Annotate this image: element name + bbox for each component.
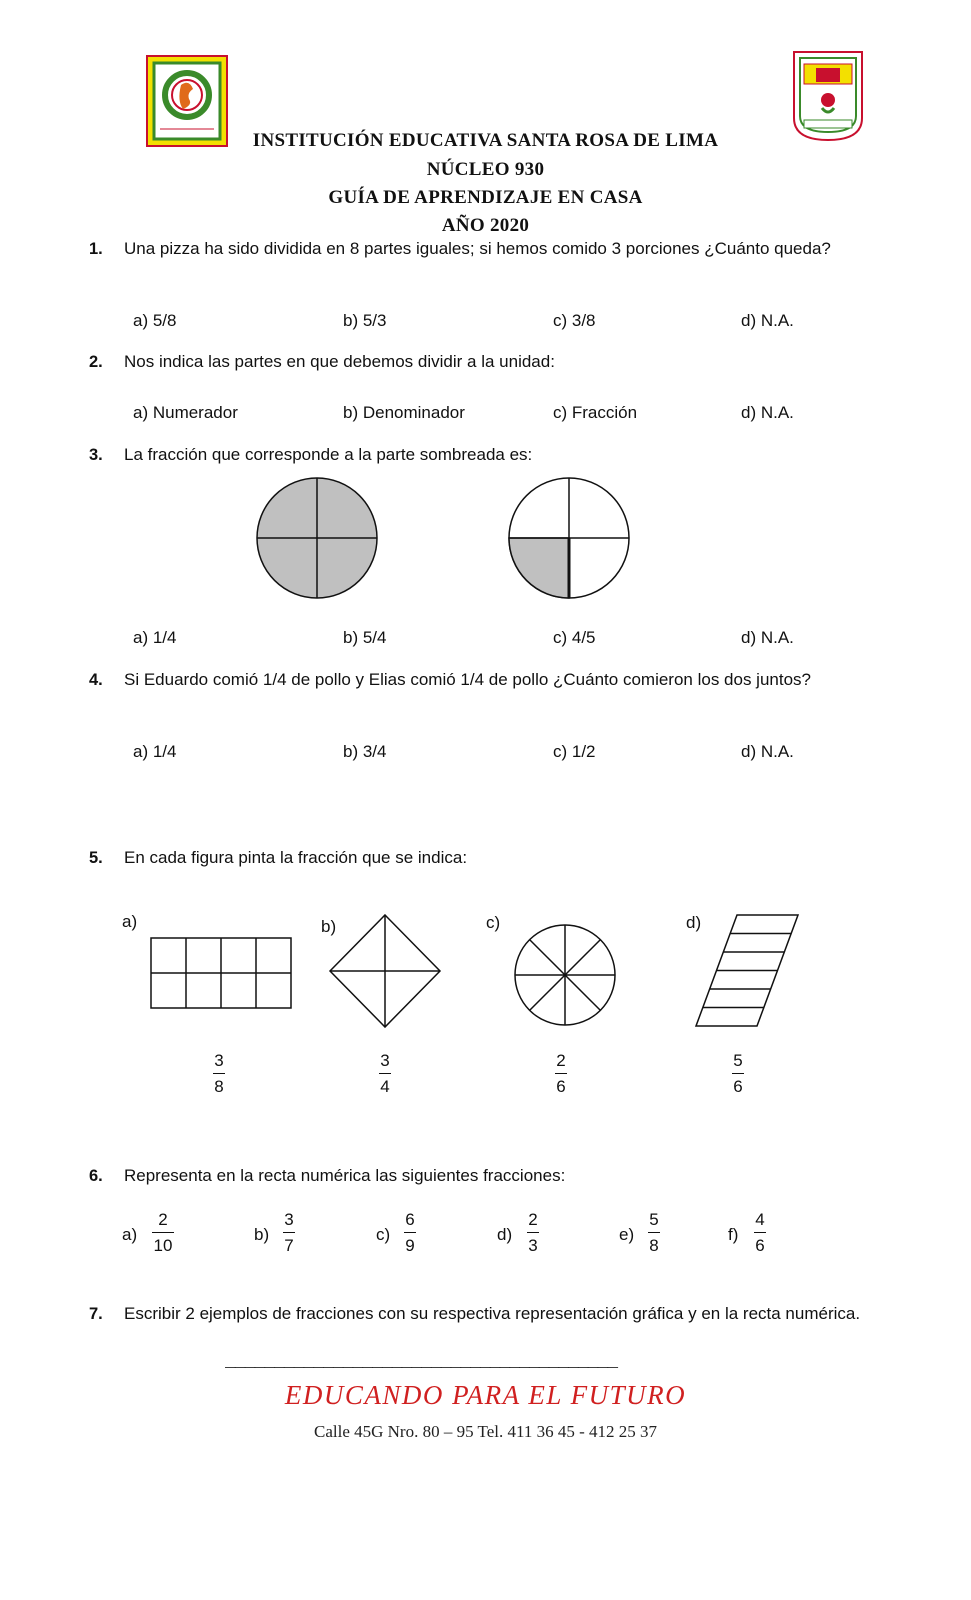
- fraction-figures: [140, 905, 820, 1035]
- figure-label-d: d): [686, 913, 702, 932]
- question-text: Si Eduardo comió 1/4 de pollo y Elias comió 1/4 de pollo ¿Cuánto comieron los dos juntos?: [124, 670, 811, 689]
- fraction-c: 6 9: [405, 1210, 415, 1255]
- option-a: a) 1/4: [133, 742, 177, 761]
- figure-fraction-a: 3 8: [214, 1051, 224, 1096]
- figure-fraction-c: 2 6: [556, 1051, 566, 1096]
- fraction-a: 2 10: [153, 1210, 173, 1255]
- option-c: c) Fracción: [553, 403, 638, 422]
- fraction-label-c: c): [376, 1225, 391, 1244]
- guide-title: GUÍA DE APRENDIZAJE EN CASA: [328, 187, 643, 208]
- option-d: d) N.A.: [741, 742, 794, 761]
- option-b: b) 5/3: [343, 311, 387, 330]
- option-d: d) N.A.: [741, 311, 794, 330]
- option-b: b) 3/4: [343, 742, 387, 761]
- nucleus-title: NÚCLEO 930: [426, 159, 545, 180]
- school-crest-right: [792, 50, 864, 142]
- diamond-figure: [330, 915, 440, 1027]
- option-b: b) 5/4: [343, 628, 387, 647]
- figure-fraction-d: 5 6: [733, 1051, 743, 1096]
- option-a: a) Numerador: [133, 403, 238, 422]
- year-title: AÑO 2020: [441, 215, 530, 236]
- option-d: d) N.A.: [741, 628, 794, 647]
- option-a: a) 5/8: [133, 311, 177, 330]
- question-text: La fracción que corresponde a la parte sombreada es:: [124, 445, 533, 464]
- institution-title: INSTITUCIÓN EDUCATIVA SANTA ROSA DE LIMA: [252, 130, 719, 151]
- question-text: En cada figura pinta la fracción que se indica:: [124, 848, 468, 867]
- parallelogram-figure: [696, 915, 798, 1026]
- fraction-f: 4 6: [755, 1210, 765, 1255]
- option-b: b) Denominador: [343, 403, 465, 422]
- fraction-e: 5 8: [649, 1210, 659, 1255]
- option-c: c) 1/2: [553, 742, 596, 761]
- fraction-b: 3 7: [284, 1210, 294, 1255]
- option-d: d) N.A.: [741, 403, 794, 422]
- fraction-label-e: e): [619, 1225, 635, 1244]
- figure-label-c: c): [486, 913, 501, 932]
- footer-address: Calle 45G Nro. 80 – 95 Tel. 411 36 45 - 412 25 37: [313, 1422, 658, 1441]
- option-a: a) 1/4: [133, 628, 177, 647]
- eight-part-circle-figure: [515, 925, 615, 1025]
- option-c: c) 3/8: [553, 311, 596, 330]
- fraction-label-f: f): [728, 1225, 739, 1244]
- grid-rectangle-figure: [151, 938, 291, 1008]
- question-text: Nos indica las partes en que debemos dividir a la unidad:: [124, 352, 555, 371]
- fraction-label-a: a): [122, 1225, 138, 1244]
- footer-divider: ________________________________________: [225, 1352, 618, 1372]
- figure-label-b: b): [321, 917, 337, 936]
- figure-label-a: a): [122, 912, 138, 931]
- fraction-d: 2 3: [528, 1210, 538, 1255]
- fraction-label-b: b): [254, 1225, 270, 1244]
- question-number: 6.: [89, 1167, 103, 1185]
- footer-motto: EDUCANDO PARA EL FUTURO: [284, 1380, 687, 1410]
- option-c: c) 4/5: [553, 628, 596, 647]
- question-number: 7.: [89, 1305, 103, 1323]
- fraction-label-d: d): [497, 1225, 513, 1244]
- question-number: 3.: [89, 446, 103, 464]
- shaded-circle-figures: [240, 470, 640, 605]
- question-number: 2.: [89, 353, 103, 371]
- question-text: Una pizza ha sido dividida en 8 partes iguales; si hemos comido 3 porciones ¿Cuánto queda?: [124, 239, 831, 258]
- question-text: Escribir 2 ejemplos de fracciones con su respectiva representación gráfica y en la recta numérica.: [124, 1304, 861, 1323]
- question-number: 5.: [89, 849, 103, 867]
- question-text: Representa en la recta numérica las siguientes fracciones:: [124, 1166, 566, 1185]
- figure-fraction-b: 3 4: [380, 1051, 390, 1096]
- question-number: 1.: [89, 240, 103, 258]
- question-number: 4.: [89, 671, 103, 689]
